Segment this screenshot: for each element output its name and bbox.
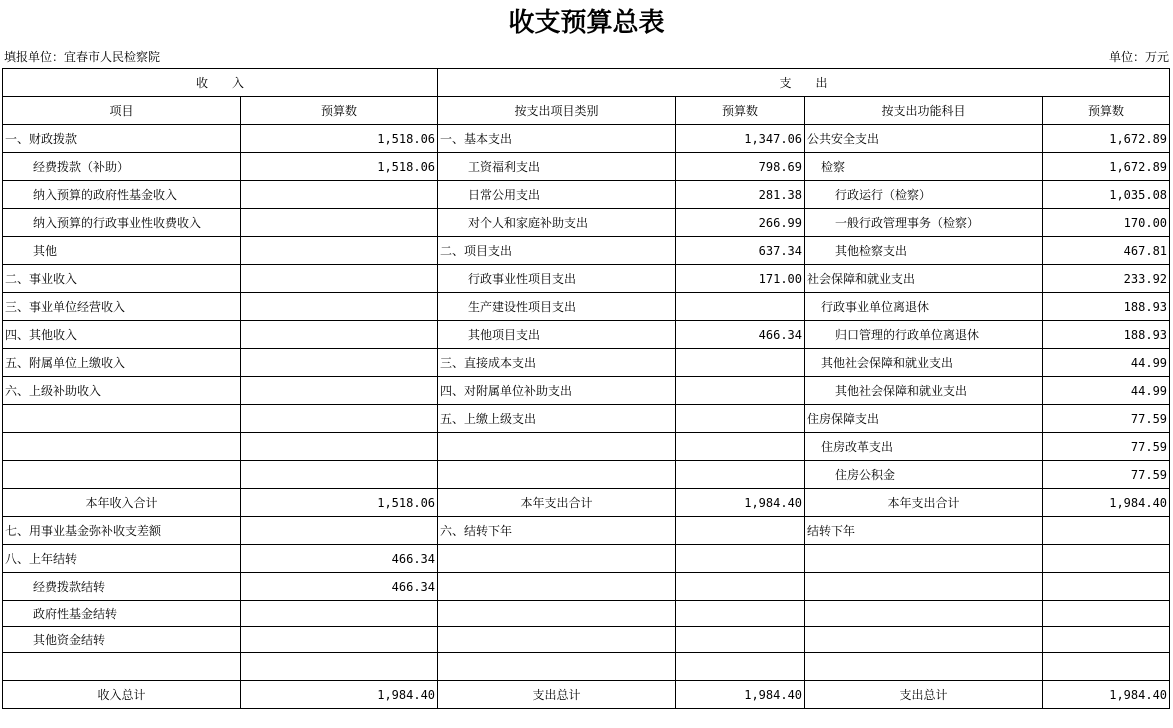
reporting-unit: 填报单位：宜春市人民检察院 (4, 50, 161, 64)
section-header-row (3, 69, 1170, 97)
amount-cell (676, 293, 805, 321)
amount-cell: 1,984.40 (241, 681, 438, 709)
amount-cell (676, 653, 805, 681)
amount-cell: 798.69 (676, 153, 805, 181)
budget-table (2, 68, 1170, 709)
item-cell: 二、事业收入 (3, 265, 241, 293)
item-cell: 公共安全支出 (805, 125, 1043, 153)
amount-cell (241, 433, 438, 461)
table-row (3, 545, 1170, 573)
item-cell: 工资福利支出 (438, 153, 676, 181)
amount-cell: 1,672.89 (1043, 153, 1170, 181)
amount-cell: 44.99 (1043, 377, 1170, 405)
amount-cell (241, 209, 438, 237)
amount-cell: 1,518.06 (241, 489, 438, 517)
table-row (3, 653, 1170, 681)
amount-cell (241, 601, 438, 627)
amount-cell: 170.00 (1043, 209, 1170, 237)
item-cell: 经费拨款结转 (3, 573, 241, 601)
amount-cell (241, 461, 438, 489)
amount-cell (676, 545, 805, 573)
amount-cell: 466.34 (241, 573, 438, 601)
amount-cell (1043, 627, 1170, 653)
table-row (3, 517, 1170, 545)
amount-cell: 1,518.06 (241, 153, 438, 181)
column-header: 项目 (3, 97, 241, 125)
amount-cell (241, 377, 438, 405)
item-cell (805, 653, 1043, 681)
item-cell: 生产建设性项目支出 (438, 293, 676, 321)
column-header: 预算数 (241, 97, 438, 125)
amount-cell (676, 627, 805, 653)
amount-cell (676, 461, 805, 489)
amount-cell (241, 237, 438, 265)
table-row (3, 405, 1170, 433)
table-row (3, 433, 1170, 461)
item-cell (438, 627, 676, 653)
table-row (3, 125, 1170, 153)
item-cell (438, 573, 676, 601)
item-cell: 三、直接成本支出 (438, 349, 676, 377)
item-cell: 二、项目支出 (438, 237, 676, 265)
table-row (3, 681, 1170, 709)
amount-cell (676, 601, 805, 627)
item-cell: 其他检察支出 (805, 237, 1043, 265)
item-cell: 四、对附属单位补助支出 (438, 377, 676, 405)
item-cell: 政府性基金结转 (3, 601, 241, 627)
table-row (3, 209, 1170, 237)
item-cell: 对个人和家庭补助支出 (438, 209, 676, 237)
amount-cell: 77.59 (1043, 405, 1170, 433)
item-cell: 其他 (3, 237, 241, 265)
item-cell: 社会保障和就业支出 (805, 265, 1043, 293)
amount-cell (241, 181, 438, 209)
item-cell (3, 653, 241, 681)
expense-header: 支 出 (438, 69, 1170, 97)
item-cell: 支出总计 (805, 681, 1043, 709)
column-header: 按支出功能科目 (805, 97, 1043, 125)
item-cell: 五、附属单位上缴收入 (3, 349, 241, 377)
amount-cell (241, 321, 438, 349)
amount-cell: 467.81 (1043, 237, 1170, 265)
item-cell: 收入总计 (3, 681, 241, 709)
item-cell: 三、事业单位经营收入 (3, 293, 241, 321)
item-cell: 住房改革支出 (805, 433, 1043, 461)
item-cell (805, 545, 1043, 573)
item-cell (805, 573, 1043, 601)
item-cell: 行政事业性项目支出 (438, 265, 676, 293)
item-cell: 八、上年结转 (3, 545, 241, 573)
amount-cell (241, 293, 438, 321)
item-cell: 一、财政拨款 (3, 125, 241, 153)
table-row (3, 627, 1170, 653)
amount-cell (241, 405, 438, 433)
amount-cell: 188.93 (1043, 293, 1170, 321)
income-header: 收 入 (3, 69, 438, 97)
page-title: 收支预算总表 (508, 8, 665, 38)
item-cell: 六、上级补助收入 (3, 377, 241, 405)
amount-cell: 233.92 (1043, 265, 1170, 293)
table-row (3, 349, 1170, 377)
item-cell (3, 433, 241, 461)
table-row (3, 153, 1170, 181)
amount-cell: 1,984.40 (676, 681, 805, 709)
amount-cell (676, 377, 805, 405)
table-row (3, 293, 1170, 321)
item-cell: 一般行政管理事务（检察） (805, 209, 1043, 237)
item-cell: 住房保障支出 (805, 405, 1043, 433)
column-header: 预算数 (1043, 97, 1170, 125)
item-cell: 其他社会保障和就业支出 (805, 349, 1043, 377)
amount-cell: 44.99 (1043, 349, 1170, 377)
item-cell: 结转下年 (805, 517, 1043, 545)
amount-cell (676, 517, 805, 545)
item-cell (438, 461, 676, 489)
table-row (3, 601, 1170, 627)
item-cell (3, 405, 241, 433)
item-cell (805, 627, 1043, 653)
amount-cell: 637.34 (676, 237, 805, 265)
amount-cell: 466.34 (241, 545, 438, 573)
table-row (3, 377, 1170, 405)
amount-cell (241, 517, 438, 545)
amount-cell (1043, 545, 1170, 573)
amount-cell: 171.00 (676, 265, 805, 293)
column-header-row (3, 97, 1170, 125)
amount-cell: 1,518.06 (241, 125, 438, 153)
item-cell: 一、基本支出 (438, 125, 676, 153)
table-row (3, 237, 1170, 265)
amount-cell: 1,984.40 (676, 489, 805, 517)
table-row (3, 265, 1170, 293)
item-cell: 本年支出合计 (805, 489, 1043, 517)
amount-cell: 266.99 (676, 209, 805, 237)
item-cell: 其他资金结转 (3, 627, 241, 653)
item-cell: 其他项目支出 (438, 321, 676, 349)
amount-cell (1043, 653, 1170, 681)
amount-cell (1043, 601, 1170, 627)
amount-cell (241, 627, 438, 653)
item-cell: 本年收入合计 (3, 489, 241, 517)
amount-cell: 77.59 (1043, 461, 1170, 489)
item-cell: 四、其他收入 (3, 321, 241, 349)
amount-cell (241, 349, 438, 377)
item-cell: 纳入预算的行政事业性收费收入 (3, 209, 241, 237)
amount-cell (676, 433, 805, 461)
item-cell: 日常公用支出 (438, 181, 676, 209)
item-cell (438, 653, 676, 681)
amount-cell: 1,035.08 (1043, 181, 1170, 209)
unit-label: 单位：万元 (1108, 50, 1169, 64)
table-row (3, 321, 1170, 349)
item-cell: 支出总计 (438, 681, 676, 709)
item-cell: 七、用事业基金弥补收支差额 (3, 517, 241, 545)
item-cell: 五、上缴上级支出 (438, 405, 676, 433)
amount-cell: 281.38 (676, 181, 805, 209)
amount-cell: 466.34 (676, 321, 805, 349)
item-cell (438, 601, 676, 627)
amount-cell: 188.93 (1043, 321, 1170, 349)
item-cell: 经费拨款（补助） (3, 153, 241, 181)
item-cell: 纳入预算的政府性基金收入 (3, 181, 241, 209)
item-cell (438, 545, 676, 573)
item-cell: 归口管理的行政单位离退休 (805, 321, 1043, 349)
item-cell (3, 461, 241, 489)
amount-cell (241, 653, 438, 681)
column-header: 按支出项目类别 (438, 97, 676, 125)
item-cell: 行政事业单位离退休 (805, 293, 1043, 321)
item-cell: 本年支出合计 (438, 489, 676, 517)
table-row (3, 181, 1170, 209)
amount-cell (676, 573, 805, 601)
table-row (3, 573, 1170, 601)
amount-cell: 1,984.40 (1043, 489, 1170, 517)
amount-cell (676, 405, 805, 433)
item-cell: 其他社会保障和就业支出 (805, 377, 1043, 405)
item-cell (805, 601, 1043, 627)
amount-cell (1043, 573, 1170, 601)
amount-cell: 1,672.89 (1043, 125, 1170, 153)
amount-cell (1043, 517, 1170, 545)
item-cell: 六、结转下年 (438, 517, 676, 545)
item-cell: 住房公积金 (805, 461, 1043, 489)
item-cell: 行政运行（检察） (805, 181, 1043, 209)
item-cell: 检察 (805, 153, 1043, 181)
amount-cell (676, 349, 805, 377)
table-row (3, 461, 1170, 489)
column-header: 预算数 (676, 97, 805, 125)
item-cell (438, 433, 676, 461)
amount-cell (241, 265, 438, 293)
amount-cell: 1,984.40 (1043, 681, 1170, 709)
amount-cell: 77.59 (1043, 433, 1170, 461)
amount-cell: 1,347.06 (676, 125, 805, 153)
table-row (3, 489, 1170, 517)
